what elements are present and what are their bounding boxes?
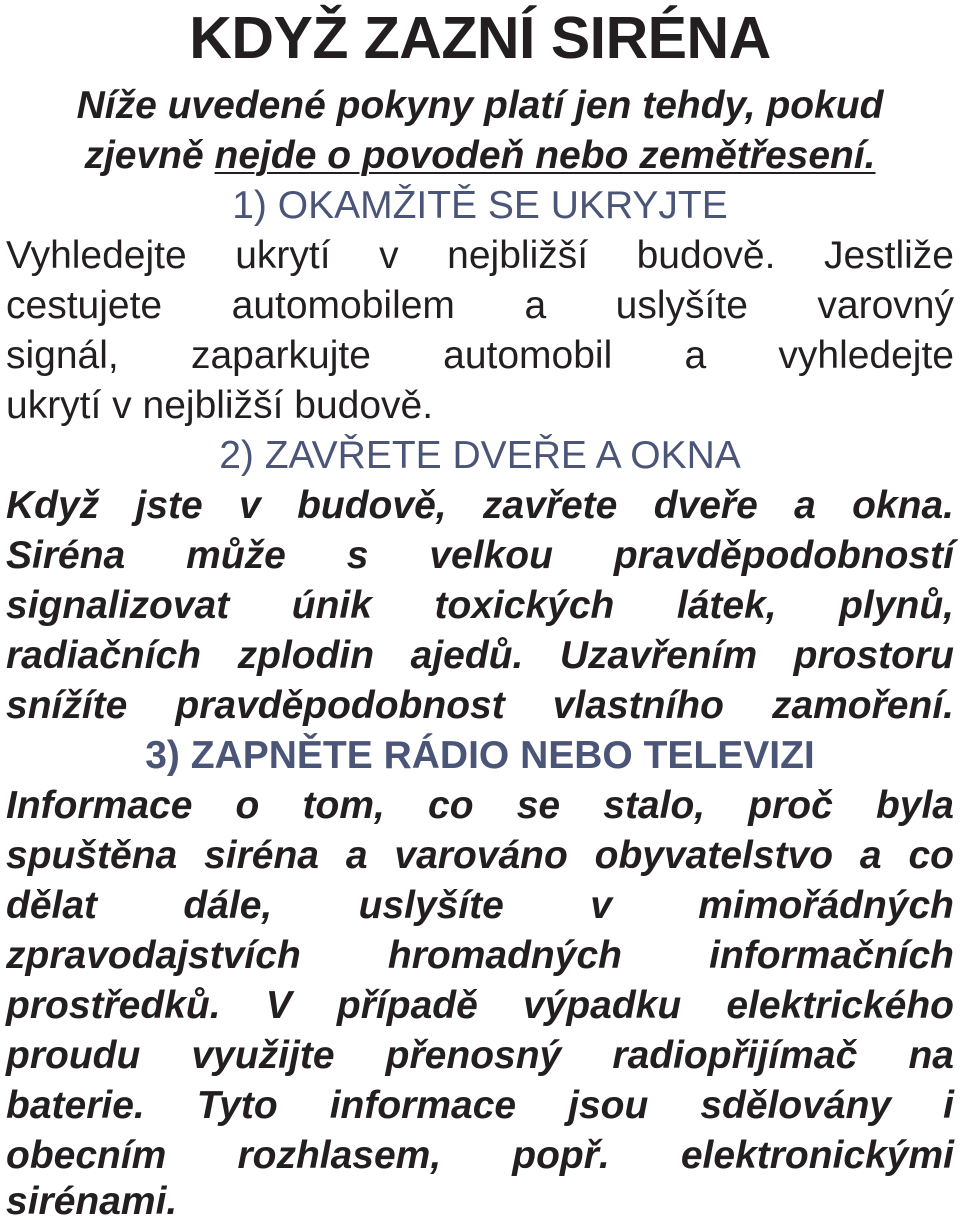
section-1-line-3: signál, zaparkujte automobil a vyhledejte [6,334,954,377]
section-3-line-3: dělat dále, uslyšíte v mimořádných [6,884,954,927]
section-3-line-6: proudu využijte přenosný radiopřijímač na [6,1034,954,1077]
section-2-heading: 2) ZAVŘETE DVEŘE A OKNA [219,434,741,477]
section-2-line-1: Když jste v budově, zavřete dveře a okna. [6,484,954,527]
intro-underlined-text: nejde o povodeň nebo zemětřesení. [214,134,876,177]
intro-line-1: Níže uvedené pokyny platí jen tehdy, pokud [76,84,884,127]
intro-line-2 [0,136,960,175]
section-2-line-4: radiačních zplodin ajedů. Uzavřením prostoru [6,634,954,677]
section-3-line-4: zpravodajstvích hromadných informačních [6,934,954,977]
section-1-line-1: Vyhledejte ukrytí v nejbližší budově. Jestliže [6,234,954,277]
page-title: KDYŽ ZAZNÍ SIRÉNA [189,5,771,71]
section-3-line-9: sirénami. [6,1180,178,1223]
section-1-heading: 1) OKAMŽITĚ SE UKRYJTE [232,184,728,227]
section-3-line-1: Informace o tom, co se stalo, proč byla [6,784,954,827]
section-3-line-7: baterie. Tyto informace jsou sdělovány i [6,1084,954,1127]
section-2-line-3: signalizovat únik toxických látek, plynů, [6,584,954,627]
section-3-line-8: obecním rozhlasem, popř. elektronickými [6,1134,954,1177]
section-1-line-2: cestujete automobilem a uslyšíte varovný [6,284,954,327]
section-1-line-4: ukrytí v nejbližší budově. [6,384,434,427]
section-3-line-5: prostředků. V případě výpadku elektrického [6,984,954,1027]
section-3-line-2: spuštěna siréna a varováno obyvatelstvo a co [6,834,954,877]
intro-line-2-prefix: zjevně [84,134,215,177]
section-2-line-5: snížíte pravděpodobnost vlastního zamoření. [6,684,954,727]
section-3-heading: 3) ZAPNĚTE RÁDIO NEBO TELEVIZI [145,734,815,777]
section-2-line-2: Siréna může s velkou pravděpodobností [6,534,954,577]
